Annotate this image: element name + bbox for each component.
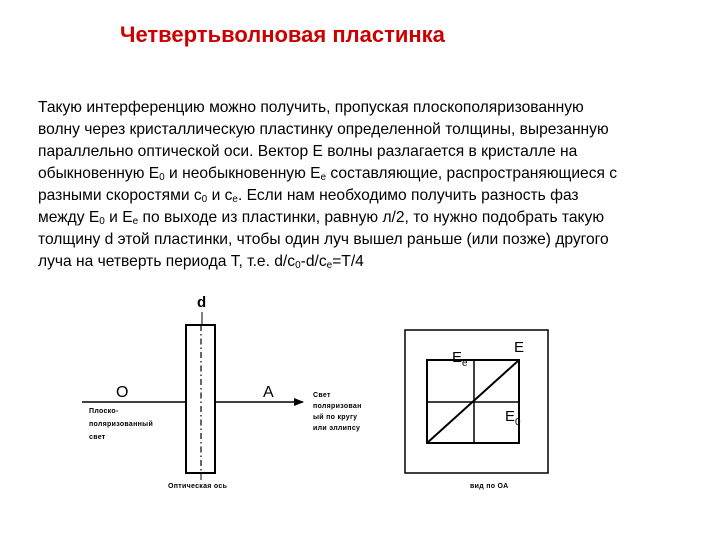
text-segment: обыкновенную Е — [38, 165, 160, 182]
output-light-label: или эллипсу — [313, 425, 361, 432]
text-segment: луча на четверть периода Т, т.е. d/с — [38, 253, 296, 270]
output-light-label: поляризован — [313, 403, 362, 410]
input-light-label: Плоско- — [89, 408, 119, 415]
subscript: 0 — [201, 194, 208, 205]
text-segment: и Е — [104, 209, 133, 226]
text-segment: и с — [207, 187, 233, 204]
e0-label: $Е_0$ — [505, 408, 521, 428]
subscript: е — [326, 260, 333, 271]
thickness-label: d — [197, 294, 207, 311]
text-segment: -d/с — [300, 253, 327, 270]
subscript: 0 — [99, 216, 105, 227]
wave-plate-diagram — [82, 294, 362, 490]
paragraph-line-2: волну через кристаллическую пластинку определенной толщины, вырезанную — [38, 121, 609, 138]
text-segment: составляющие, распространяющиеся с — [326, 165, 618, 182]
subscript: е — [320, 172, 327, 183]
paragraph-line-1: Такую интерференцию можно получить, пропуская плоскополяризованную — [38, 99, 584, 116]
text-segment: по выходе из пластинки, равную л/2, то нужно подобрать такую — [138, 209, 605, 226]
subscript: е — [232, 194, 238, 205]
optic-axis-label: Оптическая ось — [168, 483, 228, 490]
point-o-label: О — [116, 384, 129, 401]
text-segment: между Е — [38, 209, 100, 226]
text-segment: и необыкновенную Е — [164, 165, 321, 182]
paragraph-line-7: толщину d этой пластинки, чтобы один луч вышел раньше (или позже) другого — [38, 231, 609, 248]
subscript: 0 — [159, 172, 165, 183]
subscript: е — [132, 216, 139, 227]
output-light-label: Свет — [313, 392, 331, 399]
input-light-label: поляризованный — [89, 421, 154, 428]
text-segment: разными скоростями с — [38, 187, 202, 204]
vector-decomposition-diagram — [405, 330, 548, 490]
text-segment: =Т/4 — [332, 253, 364, 270]
input-light-label: свет — [89, 434, 106, 441]
slide-title: Четвертьволновая пластинка — [120, 22, 445, 47]
paragraph-line-3: параллельно оптической оси. Вектор Е волны разлагается в кристалле на — [38, 143, 578, 160]
subscript: 0 — [295, 260, 301, 271]
point-a-label: А — [263, 384, 274, 401]
ee-label: $Е_е$ — [452, 349, 468, 369]
output-light-label: ый по кругу — [313, 414, 358, 421]
text-segment: . Если нам необходимо получить разность фаз — [237, 187, 579, 204]
e-label: Е — [514, 339, 525, 356]
view-label: вид по ОА — [470, 483, 509, 490]
